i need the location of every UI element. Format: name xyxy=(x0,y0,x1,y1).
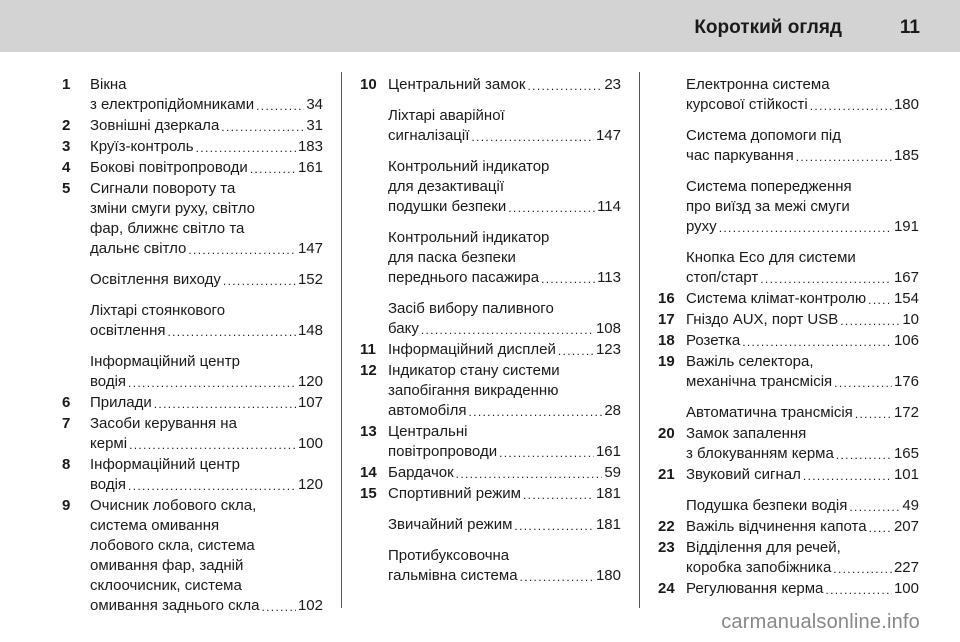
entry-number: 20 xyxy=(658,425,675,442)
index-entry xyxy=(62,158,323,178)
page-reference: 165 xyxy=(893,445,919,462)
dot-leader xyxy=(823,579,892,599)
entry-reference-line xyxy=(90,239,323,259)
entry-text-line: Система попередження xyxy=(686,178,852,195)
entry-text-line: фар, ближнє світло та xyxy=(90,220,245,237)
dot-leader xyxy=(556,340,594,360)
dot-leader xyxy=(717,217,892,237)
entry-reference-line xyxy=(90,434,323,454)
entry-label: Бардачок xyxy=(388,464,454,481)
entry-label: Розетка xyxy=(686,332,741,349)
page-reference: 100 xyxy=(297,435,323,452)
entry-reference-line xyxy=(388,75,621,95)
page-reference: 106 xyxy=(893,332,919,349)
page-header xyxy=(0,0,960,52)
entry-reference-line xyxy=(686,331,919,351)
page-reference: 161 xyxy=(595,443,621,460)
page-reference: 161 xyxy=(297,159,323,176)
entry-number: 14 xyxy=(360,464,377,481)
page-reference: 147 xyxy=(297,240,323,257)
entry-reference-line xyxy=(686,444,919,464)
index-entry xyxy=(62,393,323,413)
index-entry xyxy=(658,352,919,392)
dot-leader xyxy=(794,146,892,166)
dot-leader xyxy=(521,484,594,504)
entry-label: курсової стійкості xyxy=(686,96,808,113)
index-entry xyxy=(658,424,919,464)
index-entry xyxy=(62,414,323,454)
entry-reference-line xyxy=(686,465,919,485)
dot-leader xyxy=(506,197,595,217)
entry-reference-line xyxy=(686,517,919,537)
index-entry xyxy=(62,352,323,392)
entry-number: 13 xyxy=(360,423,377,440)
entry-reference-line xyxy=(388,340,621,360)
entry-reference-line xyxy=(90,270,323,290)
entry-label: руху xyxy=(686,218,717,235)
entry-label: стоп/старт xyxy=(686,269,759,286)
index-entry xyxy=(658,538,919,578)
dot-leader xyxy=(834,444,892,464)
dot-leader xyxy=(469,126,594,146)
page-reference: 154 xyxy=(893,290,919,307)
entry-label: подушки безпеки xyxy=(388,198,507,215)
index-entry xyxy=(62,137,323,157)
entry-label: повітропроводи xyxy=(388,443,498,460)
page-reference: 181 xyxy=(595,485,621,502)
page-reference: 113 xyxy=(597,269,621,286)
entry-number: 6 xyxy=(62,394,71,411)
page-reference: 59 xyxy=(604,464,621,481)
entry-number: 1 xyxy=(62,76,71,93)
page-reference: 107 xyxy=(297,394,323,411)
entry-text-line: Ліхтарі аварійної xyxy=(388,107,505,124)
page-reference: 102 xyxy=(297,597,323,614)
index-entry xyxy=(360,484,621,504)
entry-reference-line xyxy=(388,484,621,504)
index-entry xyxy=(62,301,323,341)
entry-text-line: Інформаційний центр xyxy=(90,456,240,473)
entry-text-line: Ліхтарі стоянкового xyxy=(90,302,226,319)
page-reference: 108 xyxy=(595,320,621,337)
index-entry xyxy=(360,422,621,462)
entry-text-line: Протибуксовочна xyxy=(388,547,510,564)
index-entry xyxy=(360,299,621,339)
entry-reference-line xyxy=(90,475,323,495)
dot-leader xyxy=(801,465,892,485)
index-entry xyxy=(658,403,919,423)
entry-number: 21 xyxy=(658,466,675,483)
dot-leader xyxy=(866,289,892,309)
entry-text-line: Індикатор стану системи xyxy=(388,362,560,379)
page-reference: 172 xyxy=(893,404,919,421)
entry-reference-line xyxy=(686,289,919,309)
entry-label: кермі xyxy=(90,435,128,452)
index-column-1 xyxy=(62,75,323,616)
entry-reference-line xyxy=(388,319,621,339)
entry-text-line: Важіль селектора, xyxy=(686,353,814,370)
entry-text-line: зміни смуги руху, світло xyxy=(90,200,255,217)
entry-label: з електропідйомниками xyxy=(90,96,255,113)
dot-leader xyxy=(466,401,602,421)
page-reference: 28 xyxy=(604,402,621,419)
entry-label: Звуковий сигнал xyxy=(686,466,801,483)
page-reference: 227 xyxy=(893,559,919,576)
entry-text-line: Засоби керування на xyxy=(90,415,237,432)
index-entry xyxy=(658,289,919,309)
index-entry xyxy=(62,116,323,136)
dot-leader xyxy=(526,75,603,95)
entry-label: Прилади xyxy=(90,394,152,411)
entry-reference-line xyxy=(388,268,621,288)
entry-reference-line xyxy=(388,401,621,421)
entry-label: автомобіля xyxy=(388,402,467,419)
page-reference: 183 xyxy=(297,138,323,155)
entry-reference-line xyxy=(686,95,919,115)
entry-number: 24 xyxy=(658,580,675,597)
entry-label: омивання заднього скла xyxy=(90,597,260,614)
entry-label: Система клімат-контролю xyxy=(686,290,867,307)
entry-label: механічна трансмісія xyxy=(686,373,833,390)
index-entry xyxy=(658,517,919,537)
dot-leader xyxy=(740,331,892,351)
entry-label: дальнє світло xyxy=(90,240,187,257)
entry-text-line: Вікна xyxy=(90,76,127,93)
entry-number: 23 xyxy=(658,539,675,556)
entry-text-line: Система допомоги під xyxy=(686,127,842,144)
entry-number: 19 xyxy=(658,353,675,370)
entry-label: Освітлення виходу xyxy=(90,271,221,288)
dot-leader xyxy=(808,95,892,115)
entry-label: час паркування xyxy=(686,147,794,164)
entry-label: коробка запобіжника xyxy=(686,559,832,576)
entry-number: 11 xyxy=(360,341,376,358)
index-entry xyxy=(360,340,621,360)
index-entry xyxy=(62,455,323,495)
page-reference: 191 xyxy=(893,218,919,235)
entry-label: Інформаційний дисплей xyxy=(388,341,556,358)
entry-reference-line xyxy=(388,126,621,146)
entry-text-line: Сигнали повороту та xyxy=(90,180,236,197)
entry-reference-line xyxy=(686,268,919,288)
page-reference: 114 xyxy=(597,198,621,215)
entry-text-line: Кнопка Eco для системи xyxy=(686,249,856,266)
column-divider xyxy=(639,72,640,608)
entry-label: Круїз-контроль xyxy=(90,138,194,155)
entry-label: Подушка безпеки водія xyxy=(686,497,848,514)
entry-number: 15 xyxy=(360,485,377,502)
entry-text-line: запобігання викраденню xyxy=(388,382,559,399)
index-entry xyxy=(360,546,621,586)
dot-leader xyxy=(254,95,304,115)
entry-reference-line xyxy=(388,463,621,483)
index-entry xyxy=(360,75,621,95)
index-entry xyxy=(360,361,621,421)
entry-label: Гніздо AUX, порт USB xyxy=(686,311,839,328)
page-reference: 120 xyxy=(297,476,323,493)
index-entry xyxy=(360,228,621,288)
entry-reference-line xyxy=(686,217,919,237)
entry-label: Спортивний режим xyxy=(388,485,521,502)
dot-leader xyxy=(259,596,296,616)
page-reference: 10 xyxy=(902,311,919,328)
entry-label: водія xyxy=(90,476,127,493)
entry-text-line: лобового скла, система xyxy=(90,537,255,554)
entry-reference-line xyxy=(686,558,919,578)
entry-text-line: Очисник лобового скла, xyxy=(90,497,257,514)
entry-text-line: омивання фар, задній xyxy=(90,557,244,574)
entry-reference-line xyxy=(686,579,919,599)
page-reference: 176 xyxy=(893,373,919,390)
entry-text-line: система омивання xyxy=(90,517,220,534)
entry-number: 8 xyxy=(62,456,71,473)
page-reference: 123 xyxy=(595,341,621,358)
entry-label: водія xyxy=(90,373,127,390)
dot-leader xyxy=(847,496,900,516)
dot-leader xyxy=(152,393,296,413)
entry-reference-line xyxy=(90,116,323,136)
dot-leader xyxy=(219,116,304,136)
dot-leader xyxy=(165,321,296,341)
index-entry xyxy=(62,496,323,616)
entry-reference-line xyxy=(90,95,323,115)
entry-reference-line xyxy=(90,158,323,178)
entry-reference-line xyxy=(90,321,323,341)
page-reference: 167 xyxy=(893,269,919,286)
page-reference: 180 xyxy=(595,567,621,584)
dot-leader xyxy=(539,268,595,288)
entry-number: 5 xyxy=(62,180,71,197)
entry-text-line: Інформаційний центр xyxy=(90,353,240,370)
entry-text-line: Засіб вибору паливного xyxy=(388,300,554,317)
index-entry xyxy=(360,157,621,217)
entry-label: переднього пасажира xyxy=(388,269,540,286)
page-reference: 49 xyxy=(902,497,919,514)
entry-text-line: для паска безпеки xyxy=(388,249,516,266)
entry-reference-line xyxy=(686,146,919,166)
entry-reference-line xyxy=(90,393,323,413)
dot-leader xyxy=(248,158,296,178)
dot-leader xyxy=(497,442,594,462)
entry-number: 7 xyxy=(62,415,71,432)
entry-label: Бокові повітропроводи xyxy=(90,159,248,176)
entry-label: гальмівна система xyxy=(388,567,518,584)
index-entry xyxy=(62,270,323,290)
index-entry xyxy=(360,106,621,146)
entry-number: 17 xyxy=(658,311,675,328)
entry-label: Центральний замок xyxy=(388,76,526,93)
page-title: Короткий огляд xyxy=(694,17,842,38)
entry-number: 12 xyxy=(360,362,377,379)
dot-leader xyxy=(194,137,296,157)
page-reference: 185 xyxy=(893,147,919,164)
dot-leader xyxy=(518,566,594,586)
entry-reference-line xyxy=(90,372,323,392)
dot-leader xyxy=(419,319,594,339)
dot-leader xyxy=(186,239,296,259)
entry-number: 4 xyxy=(62,159,71,176)
entry-text-line: про виїзд за межі смуги xyxy=(686,198,850,215)
index-entry xyxy=(360,463,621,483)
index-entry xyxy=(658,126,919,166)
index-column-2 xyxy=(360,75,621,586)
page-reference: 207 xyxy=(893,518,919,535)
watermark: carmanualsonline.info xyxy=(721,611,920,633)
entry-reference-line xyxy=(388,442,621,462)
dot-leader xyxy=(512,515,594,535)
entry-text-line: Центральні xyxy=(388,423,468,440)
dot-leader xyxy=(853,403,892,423)
index-entry xyxy=(658,248,919,288)
index-column-3 xyxy=(658,75,919,599)
page-reference: 148 xyxy=(297,322,323,339)
entry-reference-line xyxy=(388,197,621,217)
index-entry xyxy=(658,465,919,485)
entry-text-line: для дезактивації xyxy=(388,178,504,195)
page-number: 11 xyxy=(899,17,920,38)
entry-reference-line xyxy=(686,496,919,516)
entry-reference-line xyxy=(686,372,919,392)
dot-leader xyxy=(221,270,296,290)
column-divider xyxy=(341,72,342,608)
index-entry xyxy=(62,75,323,115)
dot-leader xyxy=(126,475,296,495)
page-reference: 101 xyxy=(893,466,919,483)
dot-leader xyxy=(454,463,603,483)
entry-text-line: Замок запалення xyxy=(686,425,807,442)
dot-leader xyxy=(832,372,892,392)
entry-reference-line xyxy=(90,596,323,616)
entry-text-line: Контрольний індикатор xyxy=(388,229,550,246)
entry-number: 16 xyxy=(658,290,675,307)
entry-number: 18 xyxy=(658,332,675,349)
index-entry xyxy=(658,496,919,516)
entry-number: 22 xyxy=(658,518,675,535)
entry-text-line: Електронна система xyxy=(686,76,830,93)
entry-number: 2 xyxy=(62,117,71,134)
entry-label: Зовнішні дзеркала xyxy=(90,117,220,134)
dot-leader xyxy=(126,372,296,392)
index-entry xyxy=(658,579,919,599)
entry-label: Важіль відчинення капота xyxy=(686,518,867,535)
dot-leader xyxy=(838,310,900,330)
entry-text-line: Відділення для речей, xyxy=(686,539,841,556)
entry-reference-line xyxy=(388,515,621,535)
entry-text-line: склоочисник, система xyxy=(90,577,242,594)
page-reference: 147 xyxy=(595,127,621,144)
dot-leader xyxy=(758,268,892,288)
index-entry xyxy=(658,310,919,330)
entry-text-line: Контрольний індикатор xyxy=(388,158,550,175)
dot-leader xyxy=(127,434,296,454)
entry-reference-line xyxy=(388,566,621,586)
entry-reference-line xyxy=(686,403,919,423)
entry-reference-line xyxy=(90,137,323,157)
index-entry xyxy=(658,177,919,237)
entry-label: Автоматична трансмісія xyxy=(686,404,853,421)
entry-label: освітлення xyxy=(90,322,166,339)
entry-number: 9 xyxy=(62,497,71,514)
page-reference: 100 xyxy=(893,580,919,597)
page-reference: 180 xyxy=(893,96,919,113)
index-entry xyxy=(658,75,919,115)
page-reference: 120 xyxy=(297,373,323,390)
entry-number: 10 xyxy=(360,76,377,93)
entry-label: баку xyxy=(388,320,419,337)
entry-number: 3 xyxy=(62,138,71,155)
page-reference: 181 xyxy=(595,516,621,533)
page-reference: 31 xyxy=(306,117,323,134)
entry-label: з блокуванням керма xyxy=(686,445,834,462)
dot-leader xyxy=(867,517,892,537)
dot-leader xyxy=(831,558,892,578)
entry-reference-line xyxy=(686,310,919,330)
entry-label: Звичайний режим xyxy=(388,516,513,533)
page-reference: 152 xyxy=(297,271,323,288)
index-entry xyxy=(62,179,323,259)
page-reference: 34 xyxy=(306,96,323,113)
entry-label: Регулювання керма xyxy=(686,580,824,597)
index-entry xyxy=(658,331,919,351)
page-reference: 23 xyxy=(604,76,621,93)
index-entry xyxy=(360,515,621,535)
entry-label: сигналізації xyxy=(388,127,470,144)
